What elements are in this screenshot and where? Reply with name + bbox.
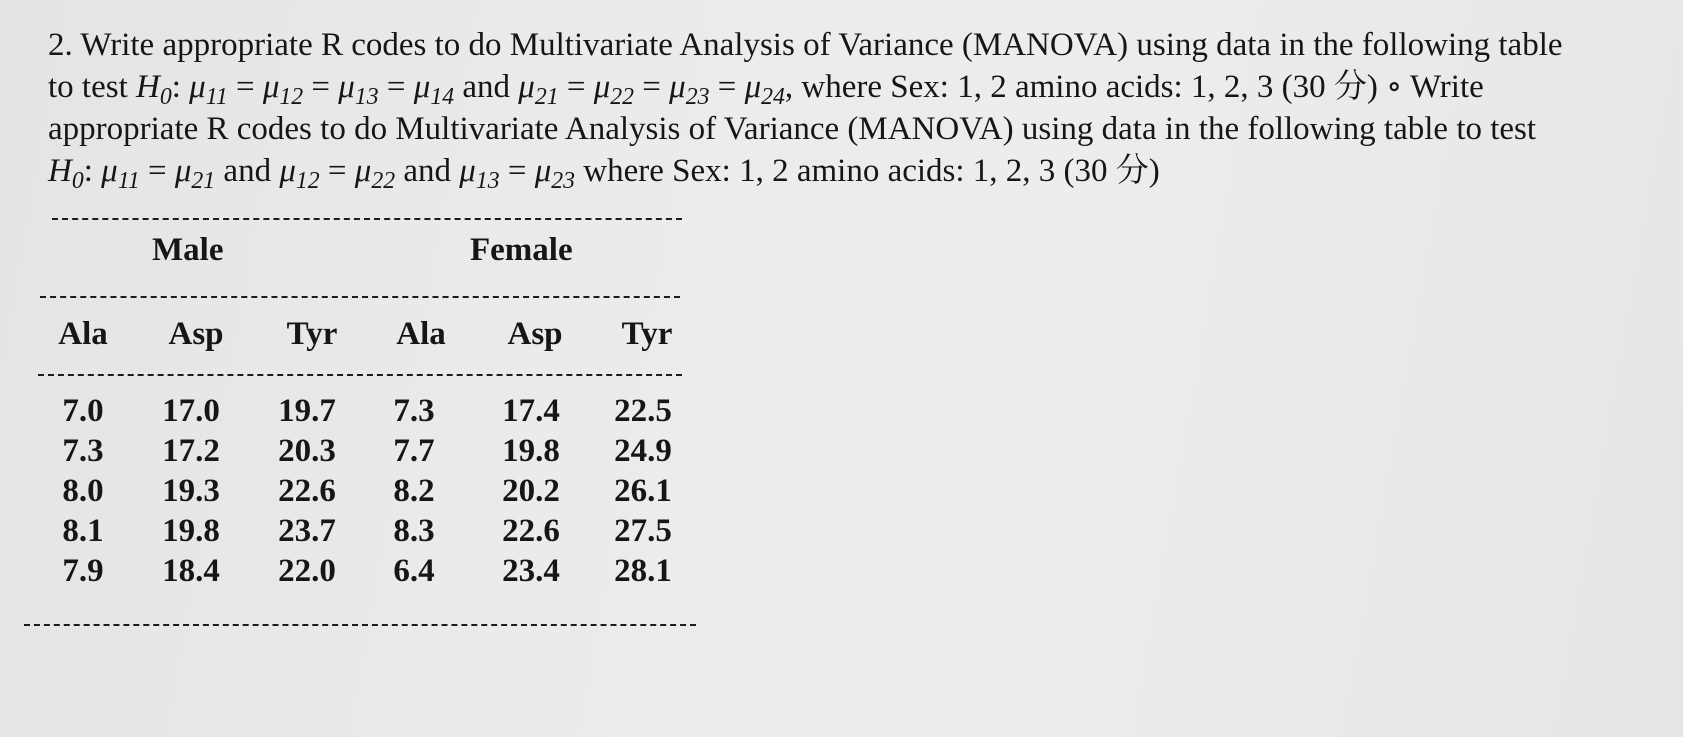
table-cell: 17.4 bbox=[502, 393, 560, 429]
question-number: 2. bbox=[48, 27, 73, 63]
data-table-body bbox=[40, 393, 680, 593]
table-cell: 19.8 bbox=[162, 513, 220, 549]
table-cell: 6.4 bbox=[393, 553, 435, 589]
table-cell: 8.3 bbox=[393, 513, 435, 549]
table-bottom-rule bbox=[24, 624, 696, 626]
table-row bbox=[40, 473, 680, 513]
table-cell: 27.5 bbox=[614, 513, 672, 549]
table-cell: 23.7 bbox=[278, 513, 336, 549]
table-cell: 7.0 bbox=[62, 393, 104, 429]
table-cell: 19.7 bbox=[278, 393, 336, 429]
table-cell: 24.9 bbox=[614, 433, 672, 469]
question-line-1: 2. Write appropriate R codes to do Multivariate Analysis of Variance (MANOVA) using data in the following table bbox=[48, 27, 1563, 63]
column-header: Tyr bbox=[286, 316, 338, 352]
table-cell: 20.3 bbox=[278, 433, 336, 469]
table-cell: 28.1 bbox=[614, 553, 672, 589]
table-cell: 23.4 bbox=[502, 553, 560, 589]
table-cell: 7.3 bbox=[393, 393, 435, 429]
column-header-rule bbox=[38, 374, 682, 376]
group-header-male: Male bbox=[152, 232, 224, 268]
table-cell: 7.7 bbox=[393, 433, 435, 469]
table-top-rule bbox=[52, 218, 682, 220]
question-line-3: appropriate R codes to do Multivariate Analysis of Variance (MANOVA) using data in the following table to test bbox=[48, 111, 1537, 147]
table-cell: 7.9 bbox=[62, 553, 104, 589]
table-cell: 26.1 bbox=[614, 473, 672, 509]
table-row bbox=[40, 513, 680, 553]
table-cell: 22.0 bbox=[278, 553, 336, 589]
table-cell: 17.0 bbox=[162, 393, 220, 429]
column-header: Asp bbox=[507, 316, 563, 352]
table-row bbox=[40, 553, 680, 593]
table-row bbox=[40, 393, 680, 433]
table-cell: 8.0 bbox=[62, 473, 104, 509]
table-cell: 22.6 bbox=[278, 473, 336, 509]
table-cell: 7.3 bbox=[62, 433, 104, 469]
question-line-4: $H_0$: $\mu_{11} = \mu_{21}$ and $\mu_{12} = \mu_{22}$ and $\mu_{13} = \mu_{23}$ where Sex: 1, 2 amino acids: 1, 2, 3 (30 分) bbox=[48, 153, 1160, 194]
table-cell: 18.4 bbox=[162, 553, 220, 589]
table-cell: 22.5 bbox=[614, 393, 672, 429]
table-cell: 22.6 bbox=[502, 513, 560, 549]
question-line-2: to test $H_0$: $\mu_{11} = \mu_{12} = \mu_{13} = \mu_{14}$ and $\mu_{21} = \mu_{22} = \mu_{23} = \mu_{24}$, where Sex: 1, 2 amino acids: 1, 2, 3 (30 分) ∘ Write bbox=[48, 69, 1484, 110]
column-header: Ala bbox=[58, 316, 108, 352]
table-row bbox=[40, 433, 680, 473]
table-cell: 19.8 bbox=[502, 433, 560, 469]
column-header: Tyr bbox=[621, 316, 673, 352]
column-header: Ala bbox=[396, 316, 446, 352]
table-cell: 20.2 bbox=[502, 473, 560, 509]
group-header-rule bbox=[40, 296, 680, 298]
group-header-female: Female bbox=[470, 232, 573, 268]
question-text bbox=[48, 24, 1668, 192]
table-cell: 19.3 bbox=[162, 473, 220, 509]
column-header: Asp bbox=[168, 316, 224, 352]
table-cell: 8.2 bbox=[393, 473, 435, 509]
table-cell: 17.2 bbox=[162, 433, 220, 469]
table-cell: 8.1 bbox=[62, 513, 104, 549]
